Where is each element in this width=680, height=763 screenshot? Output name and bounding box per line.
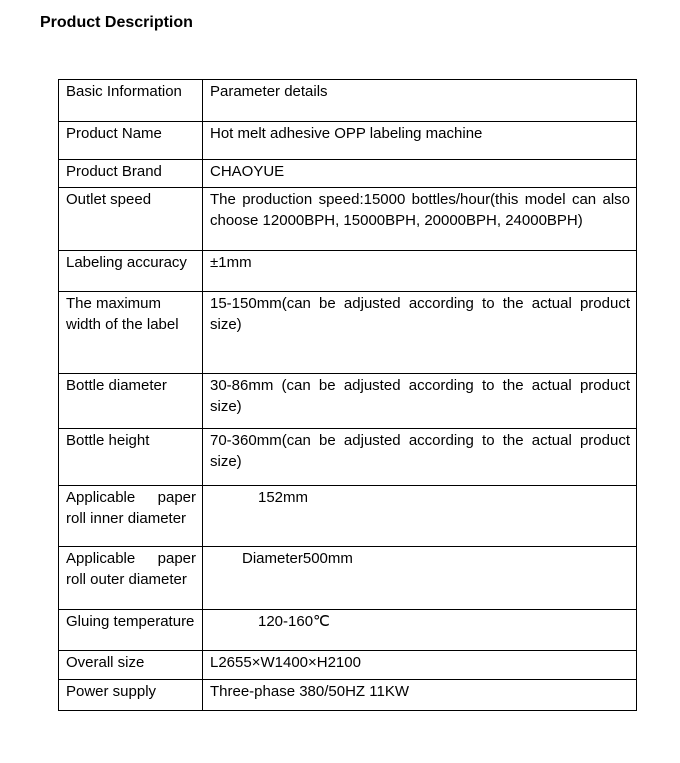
row-value: The production speed:15000 bottles/hour(this model can also choose 12000BPH, 15000BPH, 20000BPH, 24000BPH) [203, 188, 637, 251]
row-value: L2655×W1400×H2100 [203, 651, 637, 680]
row-label: Power supply [59, 680, 203, 711]
table-row [59, 122, 637, 160]
table-row [59, 251, 637, 292]
table-row [59, 160, 637, 188]
row-value: 70-360mm(can be adjusted according to the actual product size) [203, 429, 637, 486]
row-label: Bottle height [59, 429, 203, 486]
row-label: Overall size [59, 651, 203, 680]
product-spec-table [58, 79, 637, 711]
table-row [59, 188, 637, 251]
row-value: 15-150mm(can be adjusted according to the actual product size) [203, 292, 637, 374]
row-value: 30-86mm (can be adjusted according to the actual product size) [203, 374, 637, 429]
row-label: Applicable paper roll inner diameter [59, 486, 203, 547]
row-value: CHAOYUE [203, 160, 637, 188]
row-label: Outlet speed [59, 188, 203, 251]
table-row [59, 610, 637, 651]
table-row [59, 651, 637, 680]
row-label: Bottle diameter [59, 374, 203, 429]
row-label: The maximum width of the label [59, 292, 203, 374]
row-value: Three-phase 380/50HZ 11KW [203, 680, 637, 711]
row-value: ±1mm [203, 251, 637, 292]
row-value: 120-160℃ [203, 610, 637, 651]
table-header-row [59, 80, 637, 122]
row-label: Product Name [59, 122, 203, 160]
table-row [59, 486, 637, 547]
table-row [59, 429, 637, 486]
row-label: Gluing temperature [59, 610, 203, 651]
header-basic-information: Basic Information [59, 80, 203, 122]
row-label: Product Brand [59, 160, 203, 188]
page-title: Product Description [40, 14, 193, 31]
row-value: Hot melt adhesive OPP labeling machine [203, 122, 637, 160]
header-parameter-details: Parameter details [203, 80, 637, 122]
table-row [59, 680, 637, 711]
row-label: Applicable paper roll outer diameter [59, 547, 203, 610]
table-row [59, 547, 637, 610]
row-label: Labeling accuracy [59, 251, 203, 292]
row-value: 152mm [203, 486, 637, 547]
row-value: Diameter500mm [203, 547, 637, 610]
table-row [59, 374, 637, 429]
table-row [59, 292, 637, 374]
